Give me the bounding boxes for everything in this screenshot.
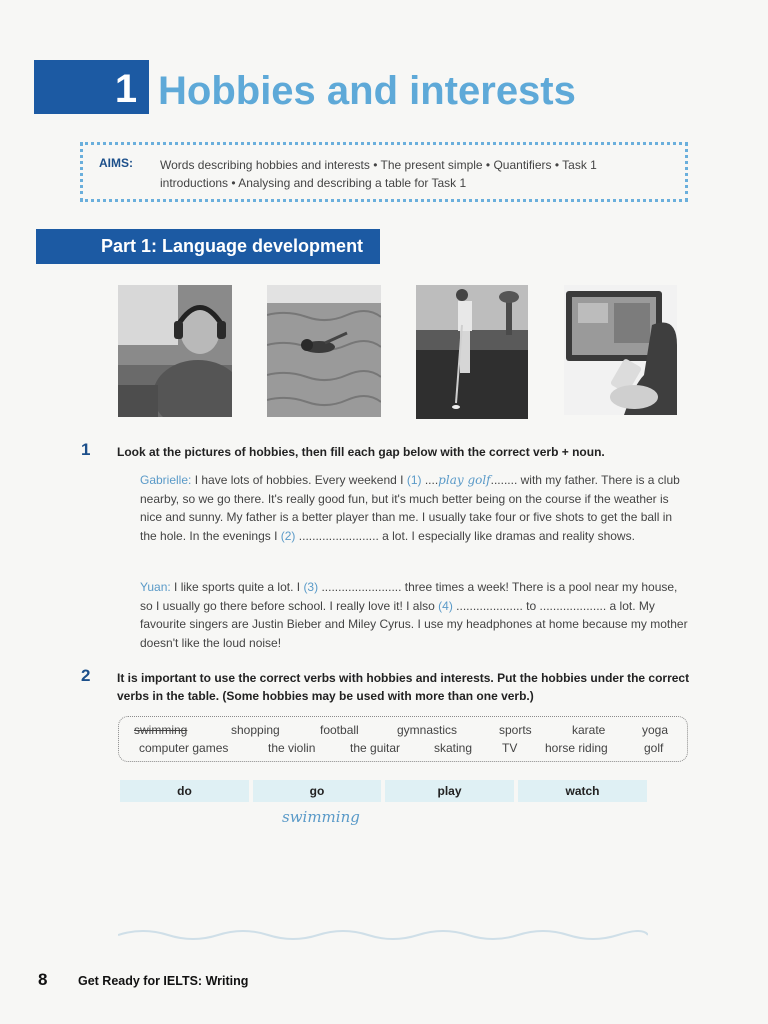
table-header-do: do <box>120 780 249 802</box>
yuan-text-4: a lot. My favourite singers are Justin Bieber and Miley Cyrus. I use my headphones at home because my mother doesn't like the loud noise! <box>140 598 688 650</box>
word-box-item: sports <box>499 723 532 737</box>
person-watching-tv-photo <box>564 285 677 415</box>
gap-3-dots: ........................ <box>318 580 402 594</box>
table-header-watch: watch <box>518 780 647 802</box>
aims-line-1: Words describing hobbies and interests • The present simple • Quantifiers • Task 1 <box>160 158 597 172</box>
word-box-item: shopping <box>231 723 280 737</box>
gap-2-dots: ........................ <box>295 528 379 543</box>
gap-3-number: (3) <box>303 580 319 594</box>
word-box-item: swimming <box>134 723 188 737</box>
word-box-item: horse riding <box>545 741 608 755</box>
gabrielle-text-1: I have lots of hobbies. Every weekend I <box>191 473 407 487</box>
word-box-item: TV <box>502 741 518 755</box>
aims-text <box>160 156 670 192</box>
wavy-divider <box>118 925 648 945</box>
gap-4-number: (4) <box>438 598 453 613</box>
exercise-2-instruction: It is important to use the correct verbs with hobbies and interests. Put the hobbies under the correct verbs in the table. (Some hobbies may be used with more than one verb.) <box>117 671 690 703</box>
gabrielle-text-2: with my father. There is a club nearby, so we go there. It's really good fun, but it's much better being on the course if the weather is nice and sunny. My father is a better player than me. I usually take four or five shots to get the ball in the hole. In the evenings I <box>140 473 680 543</box>
word-box-item: skating <box>434 741 473 755</box>
word-box-item: golf <box>644 741 664 755</box>
table-header-play: play <box>385 780 514 802</box>
exercise-1-instruction: Look at the pictures of hobbies, then fill each gap below with the correct verb + noun. <box>117 445 605 459</box>
chapter-title: Hobbies and interests <box>158 69 576 113</box>
footer-title: Get Ready for IELTS: Writing <box>78 974 249 988</box>
chapter-number: 1 <box>114 67 138 111</box>
page-number: 8 <box>38 970 48 989</box>
aims-label: AIMS: <box>99 156 133 170</box>
golfer-photo <box>416 285 528 419</box>
yuan-speaker: Yuan: <box>140 580 171 594</box>
exercise-1-number: 1 <box>81 440 91 459</box>
swimmer-photo <box>267 285 381 417</box>
yuan-text-2: three times a week! There is a pool near my house, so I usually go there before school. I really love it! I also <box>140 580 678 613</box>
aims-line-2: introductions • Analysing and describing a table for Task 1 <box>160 176 467 190</box>
gap-1-answer: play golf <box>438 473 491 487</box>
man-with-headphones-photo <box>118 285 232 417</box>
gap-4-dots-b: .................... <box>539 598 607 613</box>
word-box-item: the guitar <box>350 741 401 755</box>
exercise-2-number: 2 <box>81 666 91 685</box>
part-title: Part 1: Language development <box>101 236 364 256</box>
word-box-item: yoga <box>642 723 669 737</box>
gap-1-number: (1) <box>406 473 422 487</box>
go-column-entry: swimming <box>282 808 360 826</box>
yuan-text-1: I like sports quite a lot. I <box>170 580 304 594</box>
table-header-go: go <box>253 780 381 802</box>
word-box-item: computer games <box>139 741 229 755</box>
gabrielle-speaker: Gabrielle: <box>140 473 192 487</box>
gabrielle-text-3: a lot. I especially like dramas and reality shows. <box>378 528 635 543</box>
yuan-paragraph <box>140 578 692 652</box>
word-box-item: the violin <box>268 741 316 755</box>
word-box-item: football <box>320 723 359 737</box>
gap-2-number: (2) <box>280 528 296 543</box>
word-box-item: gymnastics <box>397 723 458 737</box>
gap-4-dots-a: .................... <box>452 598 523 613</box>
gabrielle-paragraph <box>140 471 692 545</box>
gap-1-dots-b: ........ <box>490 473 518 487</box>
word-box-item: karate <box>572 723 606 737</box>
gap-1-dots-a: .... <box>421 473 439 487</box>
yuan-text-3: to <box>522 598 540 613</box>
